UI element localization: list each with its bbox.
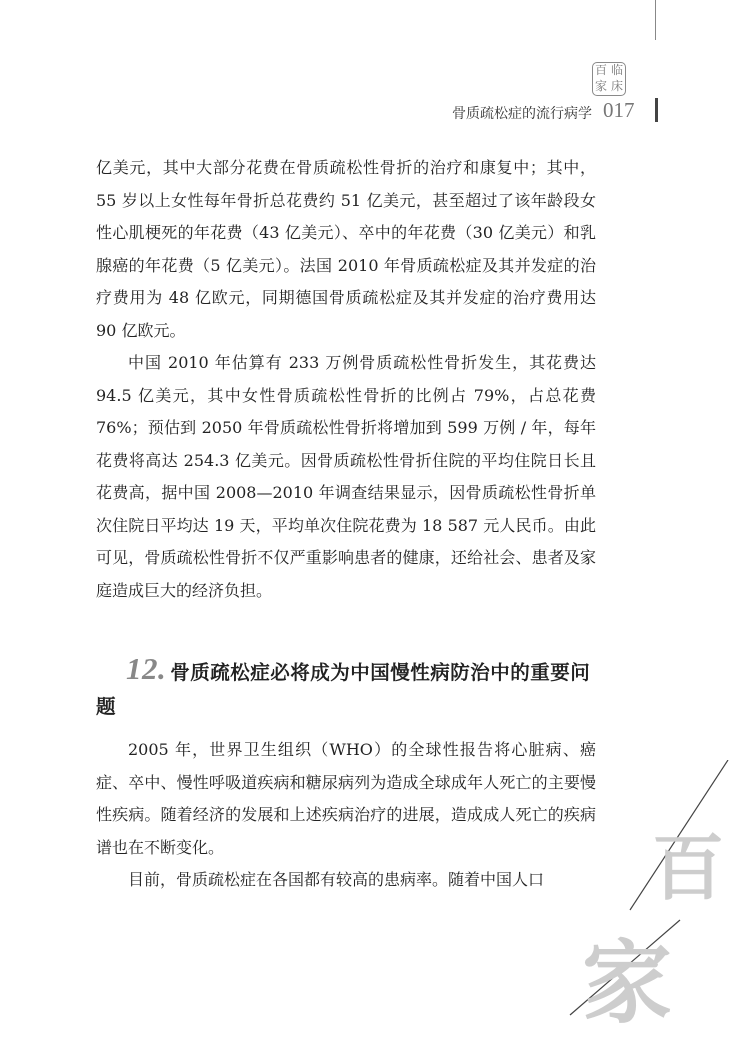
- seal-char: 家: [594, 79, 607, 93]
- publisher-seal-logo: [592, 62, 626, 96]
- seal-char: 临: [610, 63, 623, 77]
- section-heading: [96, 652, 606, 724]
- watermark-char: 百: [652, 825, 725, 910]
- seal-char: 床: [610, 79, 623, 93]
- page-edge-line: [655, 0, 656, 40]
- paragraph: 2005 年，世界卫生组织（WHO）的全球性报告将心脏病、癌症、卒中、慢性呼吸道疾病和糖尿病列为造成全球成年人死亡的主要慢性疾病。随着经济的发展和上述疾病治疗的进展，造成成人死亡的疾病谱也在不断变化。: [96, 740, 596, 857]
- paragraph: 中国 2010 年估算有 233 万例骨质疏松性骨折发生，其花费达 94.5 亿美元，其中女性骨质疏松性骨折的比例占 79%，占总花费 76%；预估到 2050 年骨质疏松性骨折将增加到 599 万例 / 年，每年花费将高达 254.3 亿美元。因骨质疏松性骨折住院的平均住院日长且花费高，据中国 2008—2010 年调查结果显示，因骨质疏松性骨折单次住院日平均达 19 天，平均单次住院花费为 18 587 元人民币。由此可见，骨质疏松性骨折不仅严重影响患者的健康，还给社会、患者及家庭造成巨大的经济负担。: [96, 353, 596, 600]
- section-title: 骨质疏松症必将成为中国慢性病防治中的重要问题: [96, 661, 591, 718]
- paragraph: 目前，骨质疏松症在各国都有较高的患病率。随着中国人口: [128, 870, 545, 889]
- paragraph: 亿美元，其中大部分花费在骨质疏松性骨折的治疗和康复中；其中，55 岁以上女性每年骨折总花费约 51 亿美元，甚至超过了该年龄段女性心肌梗死的年花费（43 亿美元）、卒中的年花费（30 亿美元）和乳腺癌的年花费（5 亿美元）。法国 2010 年骨质疏松症及其并发症的治疗费用为 48 亿欧元，同期德国骨质疏松症及其并发症的治疗费用达 90 亿欧元。: [96, 158, 596, 340]
- page-number-bar: [655, 98, 658, 122]
- body-text-top: [96, 152, 596, 607]
- page-number: 017: [603, 98, 635, 122]
- body-text-bottom: [96, 734, 596, 897]
- seal-char: 百: [594, 63, 607, 77]
- section-number: 12.: [126, 651, 167, 686]
- watermark-char: 家: [582, 930, 672, 1036]
- watermark-logo: [560, 760, 730, 1036]
- running-header-title: 骨质疏松症的流行病学: [452, 106, 592, 122]
